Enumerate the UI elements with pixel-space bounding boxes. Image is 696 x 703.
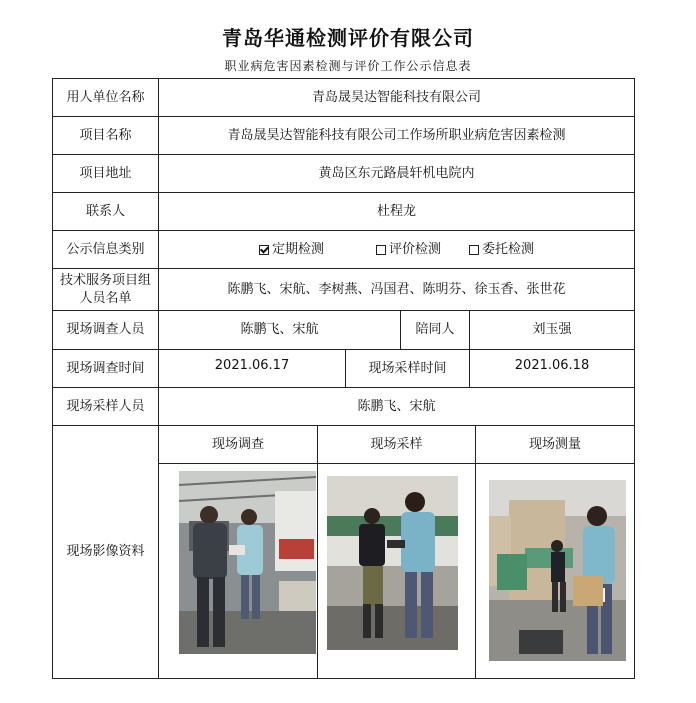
images-label: 现场影像资料	[66, 544, 145, 559]
team-value: 陈鹏飞、宋航、李树燕、冯国君、陈明芬、徐玉香、张世花	[227, 281, 566, 297]
team-label: 技术服务项目组人员名单	[59, 272, 151, 306]
survey-time-value: 2021.06.17	[214, 358, 290, 373]
contact-value: 杜程龙	[376, 203, 416, 219]
sampling-photo	[327, 476, 458, 650]
sampling-time-value: 2021.06.18	[514, 358, 590, 373]
document-title: 青岛华通检测评价有限公司	[222, 26, 474, 50]
category-option-label: 委托检测	[482, 241, 535, 257]
category-label: 公示信息类别	[66, 241, 145, 257]
project-name-label: 项目名称	[79, 127, 132, 143]
project-address-label: 项目地址	[79, 165, 132, 181]
image-column-header: 现场调查	[211, 436, 264, 452]
image-column-header: 现场测量	[528, 436, 581, 452]
project-address-value: 黄岛区东元路晨轩机电院内	[318, 165, 475, 181]
category-option[interactable]	[259, 241, 324, 259]
project-name-value: 青岛晟昊达智能科技有限公司工作场所职业病危害因素检测	[227, 127, 566, 143]
measurement-photo	[489, 480, 626, 661]
contact-label: 联系人	[85, 203, 125, 219]
employer-value: 青岛晟昊达智能科技有限公司	[311, 89, 481, 105]
checkbox-checked-icon[interactable]	[259, 245, 269, 255]
category-option-label: 评价检测	[388, 241, 441, 257]
category-option[interactable]	[469, 241, 534, 259]
checkbox-icon[interactable]	[469, 245, 479, 255]
category-option[interactable]	[376, 241, 441, 259]
escort-value: 刘玉强	[532, 322, 572, 337]
checkbox-icon[interactable]	[376, 245, 386, 255]
survey-staff-label: 现场调查人员	[66, 322, 145, 337]
document-subtitle: 职业病危害因素检测与评价工作公示信息表	[224, 59, 472, 73]
category-options	[159, 231, 634, 268]
info-table	[52, 78, 635, 679]
escort-label: 陪同人	[415, 322, 455, 337]
category-option-label: 定期检测	[271, 241, 324, 257]
image-column-header: 现场采样	[370, 436, 423, 452]
sampling-staff-label: 现场采样人员	[66, 398, 145, 414]
row-divider	[158, 463, 634, 464]
site-survey-photo	[179, 471, 316, 654]
survey-staff-value: 陈鹏飞、宋航	[240, 322, 319, 337]
employer-label: 用人单位名称	[66, 89, 145, 105]
survey-time-label: 现场调查时间	[66, 360, 145, 376]
sampling-time-label: 现场采样时间	[368, 360, 447, 376]
sampling-staff-value: 陈鹏飞、宋航	[357, 398, 436, 414]
